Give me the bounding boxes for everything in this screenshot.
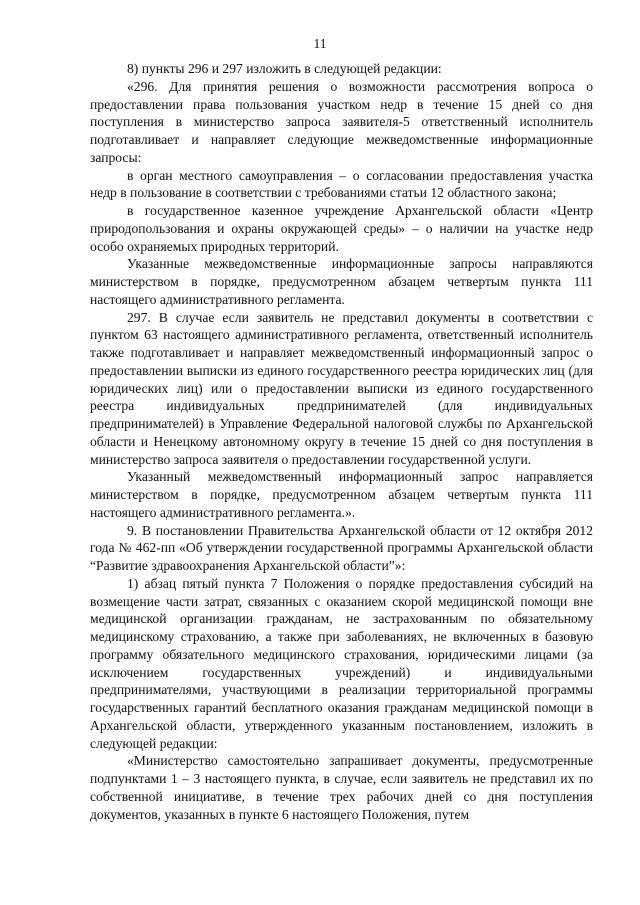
paragraph-item-9: 9. В постановлении Правительства Архангельской области от 12 октября 2012 года № 462-пп «Об утверждении государственной программы Архангельской области “Развитие здравоохранения Архангельской области”»: xyxy=(90,522,593,573)
paragraph-ministry-requests: «Министерство самостоятельно запрашивает документы, предусмотренные подпунктами 1 – 3 настоящего пункта, в случае, если заявитель не представил их по собственной инициативе, в течение трех рабочих дней со дня поступления документов, указанных в пункте 6 настоящего Положения, путем xyxy=(90,753,593,822)
paragraph-nature-center-request: в государственное казенное учреждение Архангельской области «Центр природопользования и охраны окружающей среды» – о наличии на участке недр особо охраняемых природных территорий. xyxy=(90,203,593,254)
paragraph-point-296: «296. Для принятия решения о возможности рассмотрения вопроса о предоставлении права пользования участком недр в течение 15 дней со дня поступления в министерство запроса заявителя-5 ответственный исполнитель подготавливает и направляет следующие межведомственные информационные запросы: xyxy=(90,78,593,165)
paragraph-point-297: 297. В случае если заявитель не представил документы в соответствии с пунктом 63 настоящего административного регламента, ответственный исполнитель также подготавливает и направляет межведомственный информационный запрос о предоставлении выписки из единого государственного реестра юридических лиц (для юридических лиц) или о предоставлении выписки из единого государственного реестра индивидуальных предпринимателей (для индивидуальных предпринимателей) в Управление Федеральной налоговой службы по Архангельской области и Ненецкому автономному округу в течение 15 дней со дня поступления в министерство запроса заявителя о предоставлении государственной услуги. xyxy=(90,309,593,467)
paragraph-local-government-request: в орган местного самоуправления – о согласовании предоставления участка недр в пользование в соответствии с требованиями статьи 12 областного закона; xyxy=(90,167,593,201)
paragraph-item-8-heading: 8) пункты 296 и 297 изложить в следующей редакции: xyxy=(127,61,442,76)
document-body xyxy=(90,60,593,823)
paragraph-requests-sent: Указанные межведомственные информационные запросы направляются министерством в порядке, предусмотренном абзацем четвертым пункта 111 настоящего административного регламента. xyxy=(90,256,593,307)
page-number: 11 xyxy=(313,36,327,51)
paragraph-request-sent: Указанный межведомственный информационный запрос направляется министерством в порядке, предусмотренном абзацем четвертым пункта 111 настоящего административного регламента.». xyxy=(90,469,593,520)
paragraph-subitem-1: 1) абзац пятый пункта 7 Положения о порядке предоставления субсидий на возмещение части затрат, связанных с оказанием скорой медицинской помощи вне медицинской организации гражданам, не застрахованным по обязательному медицинскому страхованию, а также при заболеваниях, не включенных в базовую программу обязательного медицинского страхования, юридическими лицами (за исключением государственных учреждений) и индивидуальными предпринимателями, участвующими в реализации территориальной программы государственных гарантий бесплатного оказания гражданам медицинской помощи в Архангельской области, утвержденного указанным постановлением, изложить в следующей редакции: xyxy=(90,575,593,751)
